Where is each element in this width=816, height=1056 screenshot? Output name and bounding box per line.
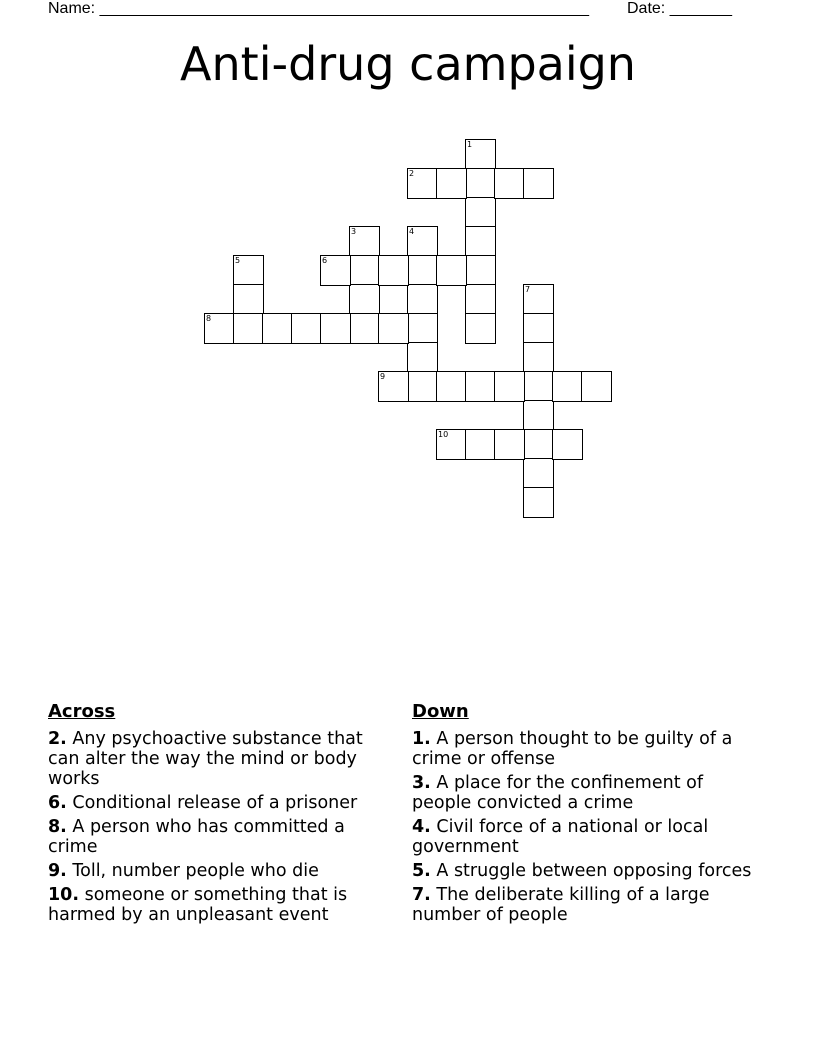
grid-cell[interactable] [494,168,525,199]
grid-cell[interactable] [320,313,351,344]
grid-cell[interactable] [436,255,467,286]
grid-cell[interactable] [407,313,438,344]
down-clue [412,885,752,925]
grid-cell[interactable] [523,168,554,199]
clue-number: 1. [412,729,431,749]
clue-number: 4. [412,817,431,837]
clue-number: 9. [48,861,67,881]
down-heading: Down [412,701,469,722]
grid-cell[interactable] [465,313,496,344]
grid-cell[interactable] [523,458,554,489]
clue-text: A place for the confinement of people convicted a crime [412,773,703,813]
grid-cell[interactable] [436,168,467,199]
cell-number: 10 [438,430,449,439]
clue-number: 8. [48,817,67,837]
grid-cell[interactable] [494,429,525,460]
clue-text: A person who has committed a crime [48,817,345,857]
grid-cell[interactable] [407,168,438,199]
clue-text: Toll, number people who die [72,861,319,881]
clue-number: 10. [48,885,80,905]
grid-cell[interactable] [436,429,467,460]
grid-cell[interactable] [465,197,496,228]
puzzle-title: Anti-drug campaign [180,37,636,91]
grid-cell[interactable] [523,371,554,402]
cell-number: 2 [409,169,415,178]
date-field[interactable]: Date: _______ [627,0,732,17]
across-clue [48,793,388,813]
cell-number: 1 [467,140,473,149]
grid-cell[interactable] [436,371,467,402]
clue-number: 6. [48,793,67,813]
grid-cell[interactable] [407,284,438,315]
clue-text: Civil force of a national or local government [412,817,709,857]
grid-cell[interactable] [465,429,496,460]
grid-cell[interactable] [407,342,438,373]
grid-cell[interactable] [262,313,293,344]
grid-cell[interactable] [465,168,496,199]
grid-cell[interactable] [465,371,496,402]
clue-text: Any psychoactive substance that can alter the way the mind or body works [48,729,363,789]
grid-cell[interactable] [233,284,264,315]
down-clue [412,861,752,881]
clue-text: someone or something that is harmed by an unpleasant event [48,885,348,925]
clue-text: A struggle between opposing forces [436,861,752,881]
grid-cell[interactable] [320,255,351,286]
grid-cell[interactable] [523,313,554,344]
across-clues [48,701,388,929]
grid-cell[interactable] [581,371,612,402]
clue-number: 3. [412,773,431,793]
grid-cell[interactable] [552,371,583,402]
down-clue [412,817,752,857]
grid-cell[interactable] [523,487,554,518]
clue-number: 5. [412,861,431,881]
grid-cell[interactable] [378,255,409,286]
cell-number: 9 [380,372,386,381]
down-clue [412,773,752,813]
grid-cell[interactable] [407,255,438,286]
cell-number: 5 [235,256,241,265]
grid-cell[interactable] [523,429,554,460]
grid-cell[interactable] [378,371,409,402]
cell-number: 3 [351,227,357,236]
grid-cell[interactable] [291,313,322,344]
across-heading: Across [48,701,116,722]
cell-number: 6 [322,256,328,265]
across-clue [48,861,388,881]
clue-text: A person thought to be guilty of a crime or offense [412,729,733,769]
cell-number: 4 [409,227,415,236]
name-field[interactable]: Name: _______________________________________________________ [48,0,589,17]
down-clues [412,701,752,929]
across-clue [48,729,388,789]
grid-cell[interactable] [349,255,380,286]
grid-cell[interactable] [349,313,380,344]
grid-cell[interactable] [465,226,496,257]
clue-number: 7. [412,885,431,905]
clue-number: 2. [48,729,67,749]
grid-cell[interactable] [465,284,496,315]
cell-number: 8 [206,314,212,323]
grid-cell[interactable] [523,284,554,315]
grid-cell[interactable] [378,313,409,344]
grid-cell[interactable] [233,313,264,344]
cell-number: 7 [525,285,531,294]
clue-text: The deliberate killing of a large number of people [412,885,710,925]
grid-cell[interactable] [349,284,380,315]
grid-cell[interactable] [465,139,496,170]
grid-cell[interactable] [552,429,583,460]
grid-cell[interactable] [523,400,554,431]
grid-cell[interactable] [407,371,438,402]
grid-cell[interactable] [523,342,554,373]
across-clue [48,885,388,925]
grid-cell[interactable] [494,371,525,402]
grid-cell[interactable] [465,255,496,286]
grid-cell[interactable] [233,255,264,286]
grid-cell[interactable] [204,313,235,344]
grid-cell[interactable] [407,226,438,257]
down-clue [412,729,752,769]
grid-cell[interactable] [349,226,380,257]
across-clue [48,817,388,857]
clue-text: Conditional release of a prisoner [72,793,358,813]
